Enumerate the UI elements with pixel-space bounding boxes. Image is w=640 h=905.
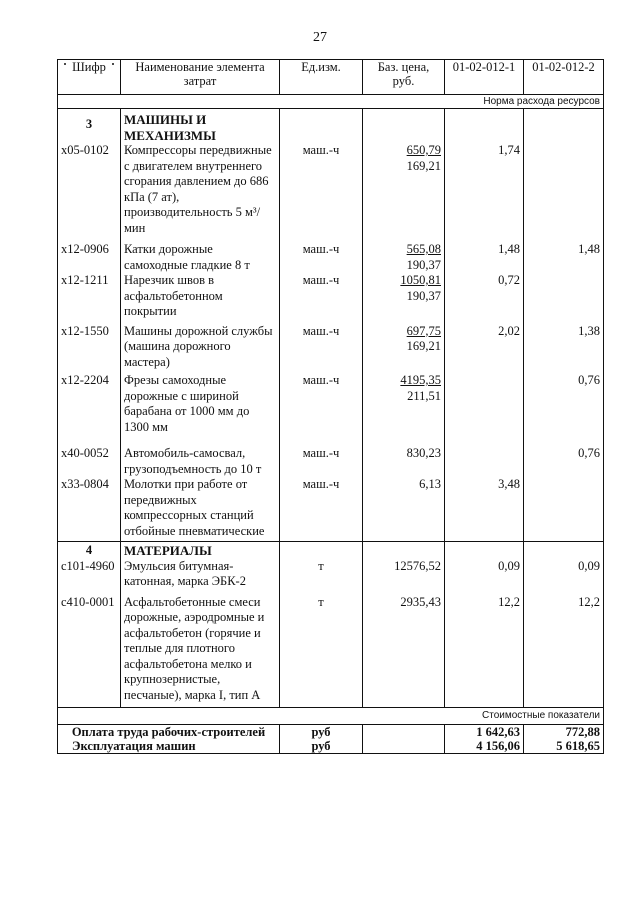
row-price: 565,08: [406, 242, 441, 256]
row-price-secondary: 211,51: [407, 388, 441, 403]
row-col2: 1,38: [524, 320, 604, 371]
row-name: Фрезы самоходные дорожные с шириной барабана от 1000 мм до 1300 мм: [121, 370, 280, 435]
section-header: [58, 109, 604, 144]
row-code: х12-1211: [58, 273, 121, 320]
row-col1: 0,09: [445, 559, 524, 590]
table-row: [58, 273, 604, 320]
section-title: МАШИНЫ И МЕХАНИЗМЫ: [121, 109, 280, 144]
row-col1: 0,72: [445, 273, 524, 320]
total-unit: руб: [280, 739, 363, 754]
norm-label: Норма расхода ресурсов: [58, 95, 604, 109]
header-col2: 01-02-012-2: [524, 60, 604, 95]
row-col1: 12,2: [445, 590, 524, 708]
row-col2: 12,2: [524, 590, 604, 708]
header-col1: 01-02-012-1: [445, 60, 524, 95]
row-unit: маш.-ч: [280, 370, 363, 435]
row-unit: маш.-ч: [280, 435, 363, 477]
table-row: [58, 477, 604, 542]
row-price: 697,75: [406, 323, 441, 338]
header-price: Баз. цена, руб.: [363, 60, 445, 95]
row-price: 2935,43: [363, 590, 445, 708]
header-unit: Ед.изм.: [280, 60, 363, 95]
row-code: х12-0906: [58, 236, 121, 273]
table-row: [58, 143, 604, 236]
row-name: Нарезчик швов в асфальтобетонном покрытии: [121, 273, 280, 320]
row-col1: [445, 435, 524, 477]
total-name: Эксплуатация машин: [58, 739, 280, 754]
row-unit: маш.-ч: [280, 477, 363, 542]
table-row: [58, 435, 604, 477]
cost-row: [58, 708, 604, 725]
section-number: 3: [58, 109, 121, 144]
cost-label: Стоимостные показатели: [58, 708, 604, 725]
header-name: Наименование элемента затрат: [121, 60, 280, 95]
resource-table: [57, 59, 604, 754]
table-row: [58, 559, 604, 590]
row-price: 12576,52: [363, 559, 445, 590]
row-price-secondary: 190,37: [406, 288, 441, 303]
table-row: [58, 590, 604, 708]
row-col2: [524, 477, 604, 542]
total-name: Оплата труда рабочих-строителей: [58, 725, 280, 740]
row-unit: маш.-ч: [280, 236, 363, 273]
row-name: Катки дорожные самоходные гладкие 8 т: [121, 236, 280, 273]
total-row: [58, 739, 604, 754]
row-name: Компрессоры передвижные с двигателем внутреннего сгорания давлением до 686 кПа (7 ат), производительность 5 м³/мин: [121, 143, 280, 236]
norm-row: [58, 95, 604, 109]
row-unit: т: [280, 590, 363, 708]
header-code: Шифр: [58, 60, 121, 95]
total-col2: 772,88: [524, 725, 604, 740]
row-code: х40-0052: [58, 435, 121, 477]
row-price: 650,79: [406, 143, 441, 157]
page-number: 27: [313, 30, 327, 45]
table-row: [58, 370, 604, 435]
row-price-secondary: 190,37: [406, 257, 441, 272]
total-unit: руб: [280, 725, 363, 740]
row-col2: 0,76: [524, 435, 604, 477]
row-col1: [445, 370, 524, 435]
row-price: 6,13: [363, 477, 445, 542]
row-code: х12-2204: [58, 370, 121, 435]
row-unit: маш.-ч: [280, 273, 363, 320]
section-title: МАТЕРИАЛЫ: [121, 542, 280, 559]
row-price-secondary: 169,21: [406, 158, 441, 173]
table-row: [58, 236, 604, 273]
row-code: х33-0804: [58, 477, 121, 542]
row-col2: [524, 273, 604, 320]
table-header: [58, 60, 604, 95]
section-header: [58, 542, 604, 559]
row-unit: маш.-ч: [280, 320, 363, 371]
total-row: [58, 725, 604, 740]
row-price: 1050,81: [400, 273, 441, 287]
row-price: 830,23: [363, 435, 445, 477]
row-unit: маш.-ч: [280, 143, 363, 236]
row-name: Асфальтобетонные смеси дорожные, аэродромные и асфальтобетон (горячие и теплые для плотного асфальтобетона мелко и крупнозернистые, песчаные), марка I, тип А: [121, 590, 280, 708]
row-code: х05-0102: [58, 143, 121, 236]
total-col2: 5 618,65: [524, 739, 604, 754]
section-number: 4: [58, 542, 121, 559]
row-name: Молотки при работе от передвижных компрессорных станций отбойные пневматические: [121, 477, 280, 542]
row-price: 4195,35: [400, 373, 441, 387]
row-unit: т: [280, 559, 363, 590]
table-row: [58, 320, 604, 371]
row-code: с410-0001: [58, 590, 121, 708]
row-name: Машины дорожной службы (машина дорожного мастера): [121, 320, 280, 371]
row-col2: 0,76: [524, 370, 604, 435]
row-col2: 0,09: [524, 559, 604, 590]
total-col1: 1 642,63: [445, 725, 524, 740]
row-name: Автомобиль-самосвал, грузоподъемность до 10 т: [121, 435, 280, 477]
row-code: с101-4960: [58, 559, 121, 590]
row-col1: 1,48: [445, 236, 524, 273]
total-col1: 4 156,06: [445, 739, 524, 754]
row-price-secondary: 169,21: [406, 339, 441, 353]
row-col2: [524, 143, 604, 236]
row-col1: 3,48: [445, 477, 524, 542]
row-col2: 1,48: [524, 236, 604, 273]
row-code: х12-1550: [58, 320, 121, 371]
row-name: Эмульсия битумная-катонная, марка ЭБК-2: [121, 559, 280, 590]
row-col1: 1,74: [445, 143, 524, 236]
row-col1: 2,02: [445, 320, 524, 371]
